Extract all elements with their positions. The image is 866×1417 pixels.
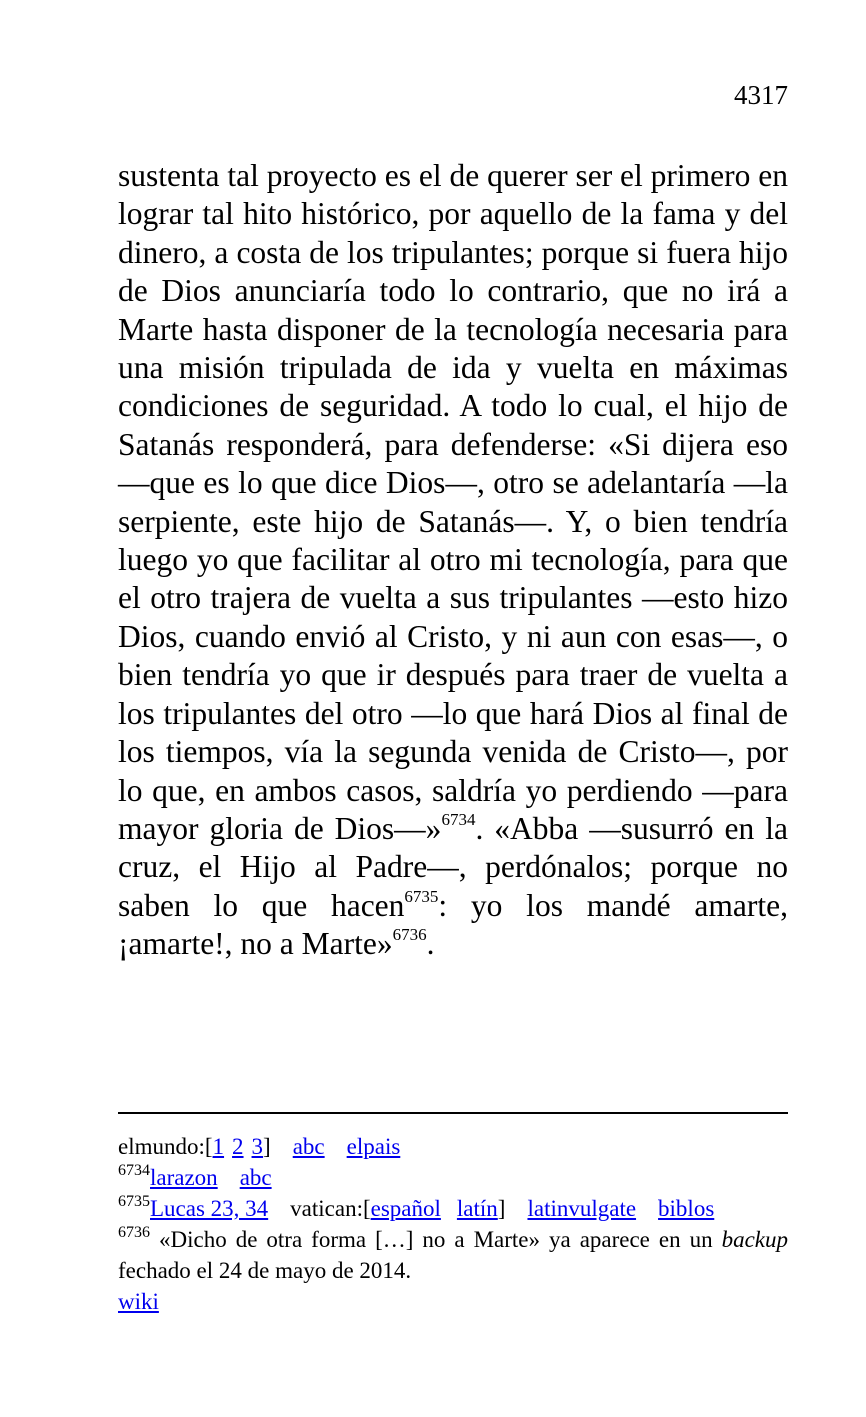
larazon-link[interactable]: larazon xyxy=(150,1165,218,1190)
footnote-number: 6736 xyxy=(118,1224,150,1241)
elmundo-link-2[interactable]: 2 xyxy=(232,1134,244,1159)
elmundo-link-3[interactable]: 3 xyxy=(251,1134,264,1159)
footnote-ref-6736: 6736 xyxy=(392,925,427,945)
body-paragraph xyxy=(118,157,788,964)
footnote-6734 xyxy=(118,1162,788,1193)
espanol-link[interactable]: español xyxy=(370,1196,441,1221)
wiki-link[interactable]: wiki xyxy=(118,1289,159,1314)
latinvulgate-link[interactable]: latinvulgate xyxy=(527,1196,637,1221)
footnote-link-line xyxy=(118,1286,788,1317)
footnote-text: fechado el 24 de mayo de 2014. xyxy=(118,1258,412,1283)
footnote-divider xyxy=(118,1112,788,1114)
latin-link[interactable]: latín xyxy=(456,1196,498,1221)
elmundo-prefix: elmundo:[ xyxy=(118,1134,213,1159)
footnotes-section xyxy=(118,1131,788,1317)
footnote-text: «Dicho de otra forma […] no a Marte» ya aparece en un xyxy=(159,1227,713,1252)
biblos-link[interactable]: biblos xyxy=(658,1196,715,1221)
body-text-part: . xyxy=(426,926,435,962)
elmundo-link-1[interactable]: 1 xyxy=(212,1134,225,1159)
vatican-close: ] xyxy=(497,1196,506,1221)
body-text-part: sustenta tal proyecto es el de querer ser el primero en lograr tal hito histórico, por aquello de la fama y del dinero, a costa de los tripulantes; porque si fuera hijo de Dios anunciaría todo lo contrario, que no irá a Marte hasta disponer de la tecnología necesaria para una misión tripulada de ida y vuelta en máximas condiciones de seguridad. A todo lo cual, el hijo de Satanás responderá, para defenderse: «Si dijera eso ―que es lo que dice Dios―, otro se adelantaría ―la serpiente, este hijo de Satanás―. Y, o bien tendría luego yo que facilitar al otro mi tecnología, para que el otro trajera de vuelta a sus tripulantes ―esto hizo Dios, cuando envió al Cristo, y ni aun con esas―, o bien tendría yo que ir después para traer de vuelta a los tripulantes del otro ―lo que hará Dios al final de los tiempos, vía la segunda venida de Cristo―, por lo que, en ambos casos, saldría yo perdiendo ―para mayor gloria de Dios―» xyxy=(118,158,788,846)
vatican-prefix: vatican:[ xyxy=(290,1196,371,1221)
footnote-number: 6734 xyxy=(118,1162,150,1179)
page-number: 4317 xyxy=(734,80,788,110)
footnote-ref-6734: 6734 xyxy=(441,809,476,829)
footnote-italic-text: backup xyxy=(721,1227,789,1252)
elpais-link[interactable]: elpais xyxy=(346,1134,401,1159)
body-text-part: : yo los mandé amarte, ¡amarte!, no a Marte» xyxy=(118,887,788,962)
footnote-ref-6735: 6735 xyxy=(404,886,439,906)
elmundo-close: ] xyxy=(263,1134,271,1159)
footnote-6736 xyxy=(118,1224,788,1286)
lucas-link[interactable]: Lucas 23, 34 xyxy=(150,1196,269,1221)
abc-link[interactable]: abc xyxy=(239,1165,272,1190)
footnote-6735 xyxy=(118,1193,788,1224)
footnote-continuation-line xyxy=(118,1131,788,1162)
abc-link[interactable]: abc xyxy=(292,1134,325,1159)
body-text xyxy=(118,157,788,964)
body-text-part: . «Abba ―susurró en la cruz, el Hijo al Padre―, perdónalos; porque no saben lo que hacen xyxy=(118,810,788,923)
footnote-number: 6735 xyxy=(118,1193,150,1210)
